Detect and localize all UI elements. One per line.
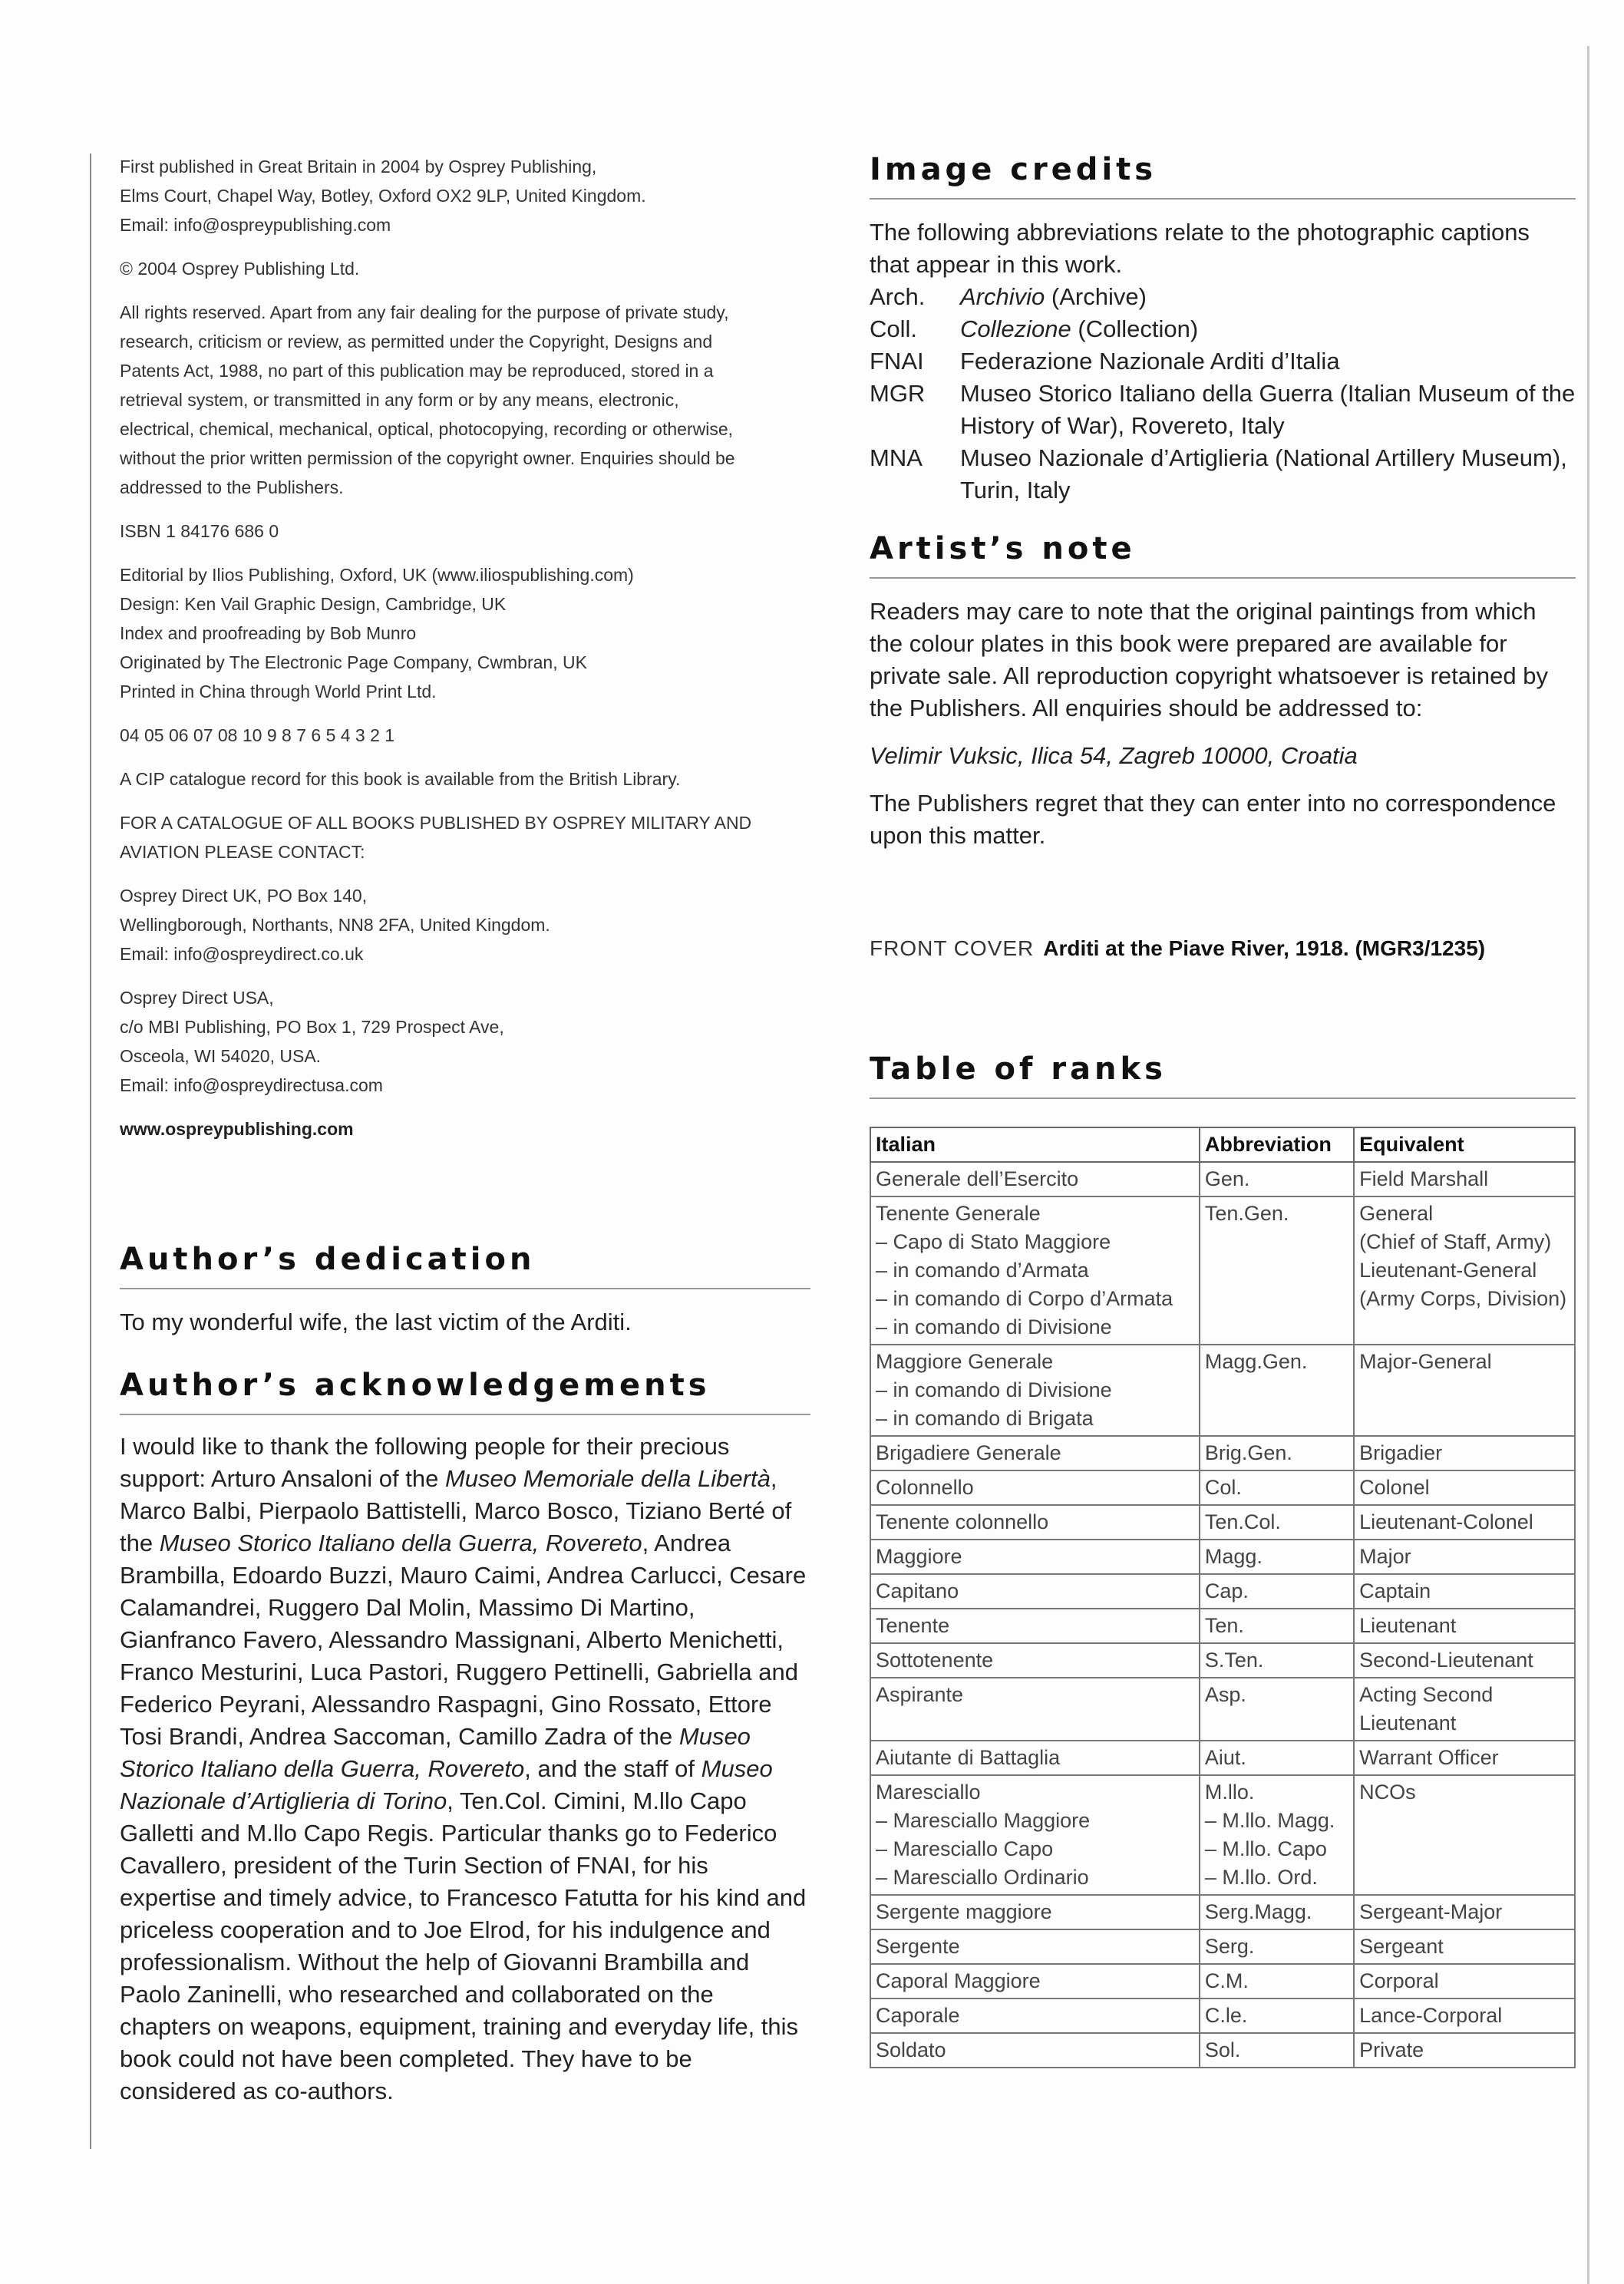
- rank-equivalent-cell: [1354, 1505, 1575, 1540]
- front-cover-title: Arditi at the Piave River, 1918. (MGR3/1235): [1043, 936, 1486, 960]
- rank-abbreviation-cell: [1200, 2033, 1354, 2068]
- abbreviation-code: MNA: [870, 444, 923, 471]
- cell-line: Capitano: [876, 1579, 959, 1602]
- rank-italian-cell: [870, 1505, 1200, 1540]
- cell-line: Maresciallo: [876, 1781, 981, 1804]
- rank-italian-cell: [870, 1929, 1200, 1964]
- table-row: [870, 1643, 1575, 1678]
- rank-equivalent-cell: [1354, 1162, 1575, 1196]
- rank-equivalent-cell: [1354, 1964, 1575, 1998]
- cell-line: Asp.: [1204, 1683, 1246, 1706]
- column-header-equivalent: Equivalent: [1354, 1127, 1575, 1162]
- cell-line: Tenente Generale: [876, 1202, 1041, 1225]
- rank-italian-cell: [870, 1643, 1200, 1678]
- table-row: [870, 1540, 1575, 1574]
- isbn: ISBN 1 84176 686 0: [120, 521, 279, 541]
- rank-abbreviation-cell: [1200, 1895, 1354, 1929]
- cip-record: A CIP catalogue record for this book is available from the British Library.: [120, 769, 681, 789]
- credit-line: Editorial by Ilios Publishing, Oxford, UK (www.iliospublishing.com): [120, 565, 634, 585]
- column-header-abbreviation: Abbreviation: [1200, 1127, 1354, 1162]
- cell-line: C.le.: [1204, 2004, 1248, 2027]
- acknowledgements-heading: Author’s acknowledgements: [120, 1368, 810, 1415]
- image-credits-section: [870, 152, 1576, 507]
- cell-line: General: [1359, 1202, 1434, 1225]
- cell-line: (Army Corps, Division): [1359, 1287, 1567, 1310]
- uk-line: Osprey Direct UK, PO Box 140,: [120, 886, 368, 906]
- abbreviation-code: Arch.: [870, 283, 926, 310]
- ack-museum-name: Museo Nazionale d’Artiglieria di Torino: [120, 1755, 773, 1814]
- cell-line: Caporale: [876, 2004, 960, 2027]
- rank-abbreviation-cell: [1200, 1929, 1354, 1964]
- cell-line: – Maresciallo Capo: [876, 1837, 1054, 1860]
- abbreviation-item: [870, 442, 1576, 507]
- cell-line: – in comando di Divisione: [876, 1378, 1112, 1401]
- abbreviation-item: [870, 378, 1576, 442]
- cell-line: Aiutante di Battaglia: [876, 1746, 1061, 1769]
- table-row: [870, 1345, 1575, 1436]
- table-row: [870, 1574, 1575, 1609]
- rank-equivalent-cell: [1354, 1470, 1575, 1505]
- dedication-heading: Author’s dedication: [120, 1242, 810, 1289]
- cell-line: Magg.: [1204, 1545, 1263, 1568]
- table-row: [870, 1609, 1575, 1643]
- catalogue-line: FOR A CATALOGUE OF ALL BOOKS PUBLISHED BY OSPREY MILITARY AND: [120, 813, 752, 833]
- cell-line: Colonel: [1359, 1476, 1430, 1499]
- address-line: Email: info@ospreypublishing.com: [120, 215, 391, 235]
- catalogue-contact: [120, 808, 810, 866]
- cell-line: NCOs: [1359, 1781, 1416, 1804]
- rank-equivalent-cell: [1354, 1929, 1575, 1964]
- ranks-section: [870, 1051, 1576, 2068]
- cell-line: Maggiore: [876, 1545, 962, 1568]
- ack-text: , Ten.Col. Cimini, M.llo Capo Galletti and M.llo Capo Regis. Particular thanks go to Federico Cavallero, president of the Turin Section of FNAI, for his expertise and timely advice, to Francesco Fatutta for his kind and priceless cooperation and to Joe Elrod, for his indulgence and professionalism. Without the help of Giovanni Brambilla and Paolo Zaninelli, who researched and collaborated on the chapters on weapons, equipment, training and everyday life, this book could not have been completed. They have to be considered as co-authors.: [120, 1787, 807, 2104]
- left-column: [120, 152, 810, 2107]
- table-row: [870, 1196, 1575, 1345]
- credit-line: Originated by The Electronic Page Company, Cwmbran, UK: [120, 652, 587, 672]
- rank-abbreviation-cell: [1200, 1609, 1354, 1643]
- rank-italian-cell: [870, 1436, 1200, 1470]
- rank-equivalent-cell: [1354, 1775, 1575, 1895]
- rank-italian-cell: [870, 1998, 1200, 2033]
- abbreviation-italic: Collezione: [960, 315, 1071, 342]
- cell-line: Ten.Col.: [1204, 1510, 1281, 1533]
- production-credits: [120, 560, 810, 706]
- cell-line: – in comando di Corpo d’Armata: [876, 1287, 1173, 1310]
- cell-line: Magg.Gen.: [1204, 1350, 1308, 1373]
- ranks-table-body: [870, 1162, 1575, 2068]
- acknowledgements-text: [120, 1431, 810, 2107]
- rank-equivalent-cell: [1354, 1643, 1575, 1678]
- table-row: [870, 1436, 1575, 1470]
- page-edge: [1587, 46, 1589, 2284]
- cell-line: Aiut.: [1204, 1746, 1246, 1769]
- ack-museum-name: Museo Storico Italiano della Guerra, Rovereto: [159, 1530, 642, 1556]
- table-row: [870, 1678, 1575, 1741]
- rank-equivalent-cell: [1354, 1436, 1575, 1470]
- cell-line: Generale dell’Esercito: [876, 1167, 1079, 1190]
- rank-italian-cell: [870, 1162, 1200, 1196]
- rights-line: All rights reserved. Apart from any fair dealing for the purpose of private study,: [120, 302, 729, 322]
- column-header-italian: Italian: [870, 1127, 1200, 1162]
- rank-italian-cell: [870, 1609, 1200, 1643]
- rights-line: electrical, chemical, mechanical, optical, photocopying, recording or otherwise,: [120, 419, 734, 439]
- cell-line: Sergente maggiore: [876, 1900, 1052, 1923]
- artist-address: Velimir Vuksic, Ilica 54, Zagreb 10000, Croatia: [870, 742, 1358, 769]
- rank-equivalent-cell: [1354, 1540, 1575, 1574]
- table-row: [870, 1998, 1575, 2033]
- address-line: First published in Great Britain in 2004 by Osprey Publishing,: [120, 157, 597, 177]
- cell-line: – M.llo. Magg.: [1204, 1809, 1335, 1832]
- cell-line: Serg.: [1204, 1935, 1255, 1958]
- cell-line: – Maresciallo Ordinario: [876, 1866, 1089, 1889]
- rank-abbreviation-cell: [1200, 1196, 1354, 1345]
- cell-line: Warrant Officer: [1359, 1746, 1499, 1769]
- rank-abbreviation-cell: [1200, 1741, 1354, 1775]
- abbreviation-desc: [960, 313, 1576, 345]
- cell-line: M.llo.: [1204, 1781, 1255, 1804]
- cell-line: Major-General: [1359, 1350, 1492, 1373]
- rank-abbreviation-cell: [1200, 1964, 1354, 1998]
- rank-abbreviation-cell: [1200, 1998, 1354, 2033]
- cell-line: Brig.Gen.: [1204, 1441, 1292, 1464]
- rank-abbreviation-cell: [1200, 1162, 1354, 1196]
- acknowledgements-section: [120, 1368, 810, 2107]
- cell-line: Sergeant-Major: [1359, 1900, 1503, 1923]
- credit-line: Printed in China through World Print Ltd.: [120, 682, 437, 701]
- table-row: [870, 1741, 1575, 1775]
- cell-line: Acting Second: [1359, 1683, 1494, 1706]
- usa-line: Email: info@ospreydirectusa.com: [120, 1075, 383, 1095]
- cell-line: Maggiore Generale: [876, 1350, 1054, 1373]
- rank-abbreviation-cell: [1200, 1470, 1354, 1505]
- cell-line: – in comando d’Armata: [876, 1259, 1089, 1282]
- cell-line: – M.llo. Capo: [1204, 1837, 1327, 1860]
- abbreviation-code: Coll.: [870, 315, 918, 342]
- abbreviation-item: [870, 281, 1576, 313]
- cell-line: Ten.: [1204, 1614, 1244, 1637]
- publisher-address: [120, 152, 810, 239]
- table-row: [870, 1964, 1575, 1998]
- ranks-heading: Table of ranks: [870, 1051, 1576, 1099]
- left-margin-rule: [90, 153, 91, 2149]
- rank-italian-cell: [870, 1470, 1200, 1505]
- rank-italian-cell: [870, 1964, 1200, 1998]
- cell-line: Sol.: [1204, 2038, 1241, 2061]
- rank-abbreviation-cell: [1200, 1540, 1354, 1574]
- dedication-text: To my wonderful wife, the last victim of the Arditi.: [120, 1309, 632, 1335]
- rights-line: research, criticism or review, as permitted under the Copyright, Designs and: [120, 332, 713, 352]
- rank-italian-cell: [870, 1741, 1200, 1775]
- image-credits-heading: Image credits: [870, 152, 1576, 200]
- table-row: [870, 1929, 1575, 1964]
- ack-text: , Marco Balbi, Pierpaolo Battistelli, Marco Bosco, Tiziano Berté of the: [120, 1465, 792, 1556]
- cell-line: Tenente: [876, 1614, 950, 1637]
- ack-museum-name: Museo Memoriale della Libertà: [444, 1465, 771, 1492]
- cell-line: Cap.: [1204, 1579, 1249, 1602]
- ranks-header-row: [870, 1127, 1575, 1162]
- cell-line: Lieutenant: [1359, 1711, 1457, 1734]
- rank-equivalent-cell: [1354, 2033, 1575, 2068]
- uk-line: Email: info@ospreydirect.co.uk: [120, 944, 364, 964]
- rank-abbreviation-cell: [1200, 1436, 1354, 1470]
- cell-line: Field Marshall: [1359, 1167, 1489, 1190]
- rights-line: addressed to the Publishers.: [120, 477, 344, 497]
- table-row: [870, 1470, 1575, 1505]
- cell-line: Private: [1359, 2038, 1424, 2061]
- rank-italian-cell: [870, 1574, 1200, 1609]
- cell-line: – Capo di Stato Maggiore: [876, 1230, 1111, 1253]
- artists-note-text: Readers may care to note that the original paintings from which the colour plates in this book were prepared are available for private sale. All reproduction copyright whatsoever is retained by the Publishers. All enquiries should be addressed to:: [870, 598, 1548, 721]
- image-credits-intro: The following abbreviations relate to the photographic captions that appear in this work.: [870, 219, 1530, 278]
- cell-line: Sottotenente: [876, 1649, 994, 1672]
- cell-line: S.Ten.: [1204, 1649, 1264, 1672]
- rights-line: without the prior written permission of the copyright owner. Enquiries should be: [120, 448, 735, 468]
- osprey-direct-uk: [120, 881, 810, 969]
- ack-text: I would like to thank the following people for their precious support: Arturo Ansaloni of the: [120, 1433, 730, 1492]
- table-row: [870, 1505, 1575, 1540]
- cell-line: Brigadiere Generale: [876, 1441, 1061, 1464]
- ack-text: , Andrea Brambilla, Edoardo Buzzi, Mauro Caimi, Andrea Carlucci, Cesare Calamandrei, Ruggero Dal Molin, Massimo Di Martino, Gianfranco Favero, Alessandro Massignani, Alberto Menichetti, Franco Mesturini, Luca Pastori, Ruggero Pettinelli, Gabriella and Federico Peyrani, Alessandro Raspagni, Gino Rossato, Ettore Tosi Brandi, Andrea Saccoman, Camillo Zadra of the: [120, 1530, 807, 1750]
- abbreviation-rest: (Collection): [1071, 315, 1199, 342]
- copyright-line: © 2004 Osprey Publishing Ltd.: [120, 259, 360, 279]
- rank-abbreviation-cell: [1200, 1643, 1354, 1678]
- rank-italian-cell: [870, 1196, 1200, 1345]
- artists-note-heading: Artist’s note: [870, 531, 1576, 579]
- rank-equivalent-cell: [1354, 1574, 1575, 1609]
- uk-line: Wellingborough, Northants, NN8 2FA, United Kingdom.: [120, 915, 550, 935]
- right-column: [870, 152, 1576, 2068]
- cell-line: C.M.: [1204, 1969, 1249, 1992]
- cell-line: Col.: [1204, 1476, 1242, 1499]
- publication-info: [120, 152, 810, 1144]
- ack-text: , and the staff of: [524, 1755, 701, 1782]
- abbreviation-code: MGR: [870, 380, 926, 407]
- cell-line: Gen.: [1204, 1167, 1250, 1190]
- rank-equivalent-cell: [1354, 1345, 1575, 1436]
- rank-equivalent-cell: [1354, 1998, 1575, 2033]
- cell-line: Serg.Magg.: [1204, 1900, 1312, 1923]
- publishers-regret: The Publishers regret that they can enter into no correspondence upon this matter.: [870, 790, 1556, 849]
- cell-line: – in comando di Divisione: [876, 1315, 1112, 1338]
- abbreviation-desc: Museo Nazionale d’Artiglieria (National Artillery Museum), Turin, Italy: [960, 444, 1567, 503]
- abbreviation-desc: Federazione Nazionale Arditi d’Italia: [960, 348, 1340, 375]
- rights-line: Patents Act, 1988, no part of this publication may be reproduced, stored in a: [120, 361, 714, 381]
- cell-line: Brigadier: [1359, 1441, 1443, 1464]
- cell-line: Lieutenant-Colonel: [1359, 1510, 1533, 1533]
- cell-line: Sergente: [876, 1935, 960, 1958]
- print-line: 04 05 06 07 08 10 9 8 7 6 5 4 3 2 1: [120, 725, 395, 745]
- rank-abbreviation-cell: [1200, 1574, 1354, 1609]
- cell-line: – in comando di Brigata: [876, 1407, 1094, 1430]
- address-line: Elms Court, Chapel Way, Botley, Oxford OX2 9LP, United Kingdom.: [120, 186, 646, 206]
- cell-line: Colonnello: [876, 1476, 974, 1499]
- cell-line: Major: [1359, 1545, 1411, 1568]
- osprey-direct-usa: [120, 983, 810, 1100]
- dedication-section: [120, 1242, 810, 1338]
- abbreviation-code: FNAI: [870, 348, 924, 375]
- cell-line: Captain: [1359, 1579, 1431, 1602]
- rank-italian-cell: [870, 2033, 1200, 2068]
- rank-equivalent-cell: [1354, 1895, 1575, 1929]
- rights-line: retrieval system, or transmitted in any form or by any means, electronic,: [120, 390, 679, 410]
- cell-line: Ten.Gen.: [1204, 1202, 1289, 1225]
- cell-line: (Chief of Staff, Army): [1359, 1230, 1552, 1253]
- table-row: [870, 2033, 1575, 2068]
- cell-line: Caporal Maggiore: [876, 1969, 1041, 1992]
- cell-line: Lieutenant: [1359, 1614, 1457, 1637]
- rank-abbreviation-cell: [1200, 1678, 1354, 1741]
- rank-italian-cell: [870, 1345, 1200, 1436]
- table-row: [870, 1775, 1575, 1895]
- cell-line: Lance-Corporal: [1359, 2004, 1503, 2027]
- abbreviation-list: [870, 281, 1576, 507]
- website-link: www.ospreypublishing.com: [120, 1119, 354, 1139]
- front-cover-label: FRONT COVER: [870, 936, 1035, 960]
- table-row: [870, 1895, 1575, 1929]
- rank-abbreviation-cell: [1200, 1775, 1354, 1895]
- usa-line: Osprey Direct USA,: [120, 988, 274, 1008]
- abbreviation-desc: Museo Storico Italiano della Guerra (Italian Museum of the History of War), Rovereto, Italy: [960, 380, 1576, 439]
- abbreviation-italic: Archivio: [960, 283, 1045, 310]
- cell-line: – Maresciallo Maggiore: [876, 1809, 1091, 1832]
- rank-equivalent-cell: [1354, 1196, 1575, 1345]
- rank-italian-cell: [870, 1895, 1200, 1929]
- rank-abbreviation-cell: [1200, 1345, 1354, 1436]
- ack-museum-name: Museo Storico Italiano della Guerra, Rovereto: [120, 1723, 751, 1782]
- rank-equivalent-cell: [1354, 1609, 1575, 1643]
- rank-italian-cell: [870, 1540, 1200, 1574]
- artists-note-section: [870, 531, 1576, 852]
- cell-line: Tenente colonnello: [876, 1510, 1049, 1533]
- usa-line: c/o MBI Publishing, PO Box 1, 729 Prospect Ave,: [120, 1017, 504, 1037]
- rank-italian-cell: [870, 1775, 1200, 1895]
- abbreviation-desc: [960, 281, 1576, 313]
- abbreviation-rest: (Archive): [1045, 283, 1147, 310]
- abbreviation-item: [870, 313, 1576, 345]
- cell-line: – M.llo. Ord.: [1204, 1866, 1318, 1889]
- rights-notice: [120, 298, 810, 502]
- catalogue-line: AVIATION PLEASE CONTACT:: [120, 842, 365, 862]
- usa-line: Osceola, WI 54020, USA.: [120, 1046, 322, 1066]
- cell-line: Corporal: [1359, 1969, 1439, 1992]
- credit-line: Index and proofreading by Bob Munro: [120, 623, 417, 643]
- table-row: [870, 1162, 1575, 1196]
- credit-line: Design: Ken Vail Graphic Design, Cambridge, UK: [120, 594, 507, 614]
- rank-abbreviation-cell: [1200, 1505, 1354, 1540]
- cell-line: Second-Lieutenant: [1359, 1649, 1533, 1672]
- cell-line: Lieutenant-General: [1359, 1259, 1537, 1282]
- cell-line: Soldato: [876, 2038, 946, 2061]
- rank-italian-cell: [870, 1678, 1200, 1741]
- ranks-table: [870, 1127, 1576, 2068]
- cell-line: Aspirante: [876, 1683, 964, 1706]
- abbreviation-item: [870, 345, 1576, 378]
- cell-line: Sergeant: [1359, 1935, 1444, 1958]
- rank-equivalent-cell: [1354, 1741, 1575, 1775]
- rank-equivalent-cell: [1354, 1678, 1575, 1741]
- front-cover-credit: [870, 936, 1576, 961]
